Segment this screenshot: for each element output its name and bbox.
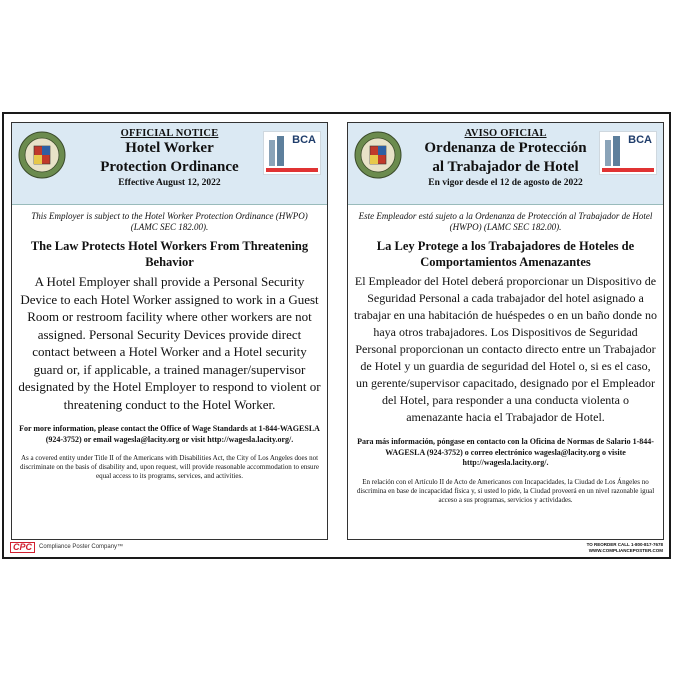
title-line-1: Ordenanza de Protección (424, 140, 587, 156)
english-content (18, 211, 321, 481)
english-header (12, 123, 327, 205)
bca-red-band (266, 168, 318, 172)
bca-logo (599, 131, 657, 175)
notice-label: OFFICIAL NOTICE (120, 128, 219, 139)
spanish-panel (347, 122, 664, 540)
title-line-2: Protection Ordinance (100, 159, 239, 175)
cpc-mark: CPC (10, 542, 35, 553)
contact-info: Para más información, póngase en contacto con la Oficina de Normas de Salario 1-844-WAGESLA (924-3752) o correo electrónico wagesla@lacity.org o visite http://wagesla.lacity.org/. (357, 437, 654, 467)
poster-frame (2, 112, 671, 559)
body-text: El Empleador del Hotel deberá proporcionar un Dispositivo de Seguridad Personal a cada trabajador del hotel asignado a trabajar en una habitación de huéspedes o en un baño donde no haya otros trabajadores. Los Dispositivos de Seguridad Personal proporcionan un contacto directo entre un Trabajador de Hotel y un guardia de seguridad del Hotel o, si es el caso, un gerente/supervisor capacitado, designado por el Empleador del Hotel, para responder a una conducta violenta o amenazante hacia el Trabajador de Hotel. (354, 274, 657, 424)
bca-logo-text: BCA (292, 134, 316, 146)
section-heading: La Ley Protege a los Trabajadores de Hoteles de Comportamientos Amenazantes (376, 239, 635, 269)
poster-footer (10, 542, 663, 554)
spanish-header (348, 123, 663, 205)
cpc-name: Compliance Poster Company™ (39, 544, 124, 550)
bca-logo (263, 131, 321, 175)
ada-statement: En relación con el Artículo II de Acto de Americanos con Incapacidades, la Ciudad de Los Ángeles no discrimina en base de incapacidad física y, si usted lo pide, la Ciudad proveerá en un nivel razonable igual acceso a sus programas, servicios y actividades. (356, 477, 655, 504)
building-icon (603, 136, 623, 166)
reorder-website: WWW.COMPLIANCEPOSTER.COM (588, 547, 663, 553)
city-seal-icon (18, 131, 66, 179)
building-icon (267, 136, 287, 166)
effective-date: Effective August 12, 2022 (118, 178, 221, 188)
ada-statement: As a covered entity under Title II of the Americans with Disabilities Act, the City of Los Angeles does not discriminate on the basis of disability and, upon request, will provide reasonable accommodation to ensure equal access to its programs, services, and activities. (20, 454, 319, 480)
english-panel (11, 122, 328, 540)
notice-label: AVISO OFICIAL (464, 128, 547, 139)
reorder-phone: TO REORDER CALL 1-800-817-7678 (586, 542, 663, 547)
title-line-1: Hotel Worker (125, 140, 214, 156)
spanish-content (354, 211, 657, 505)
spanish-title-block (408, 128, 603, 188)
cpc-logo (10, 542, 123, 552)
english-title-block (72, 128, 267, 188)
bca-logo-text: BCA (628, 134, 652, 146)
effective-date: En vigor desde el 12 de agosto de 2022 (428, 178, 583, 188)
city-seal-icon (354, 131, 402, 179)
contact-info: For more information, please contact the Office of Wage Standards at 1-844-WAGESLA (924-3752) or email wagesla@lacity.org or visit http://wagesla.lacity.org/. (19, 424, 320, 444)
reorder-info (587, 542, 663, 553)
intro-text: Este Empleador está sujeto a la Ordenanza de Protección al Trabajador de Hotel (HWPO) (LAMC SEC 182.00). (358, 211, 653, 232)
intro-text: This Employer is subject to the Hotel Worker Protection Ordinance (HWPO) (LAMC SEC 182.00). (31, 211, 308, 232)
title-line-2: al Trabajador de Hotel (432, 159, 579, 175)
bca-red-band (602, 168, 654, 172)
body-text: A Hotel Employer shall provide a Personal Security Device to each Hotel Worker assigned to work in a Guest Room or restroom facility where other workers are not assigned. Personal Security Devices provide direct contact between a Hotel Worker and a Hotel security guard or, if applicable, a trained manager/supervisor designated by the Hotel Employer to respond to violent or threatening conduct to the Hotel Worker. (18, 274, 321, 412)
section-heading: The Law Protects Hotel Workers From Threatening Behavior (30, 239, 309, 269)
